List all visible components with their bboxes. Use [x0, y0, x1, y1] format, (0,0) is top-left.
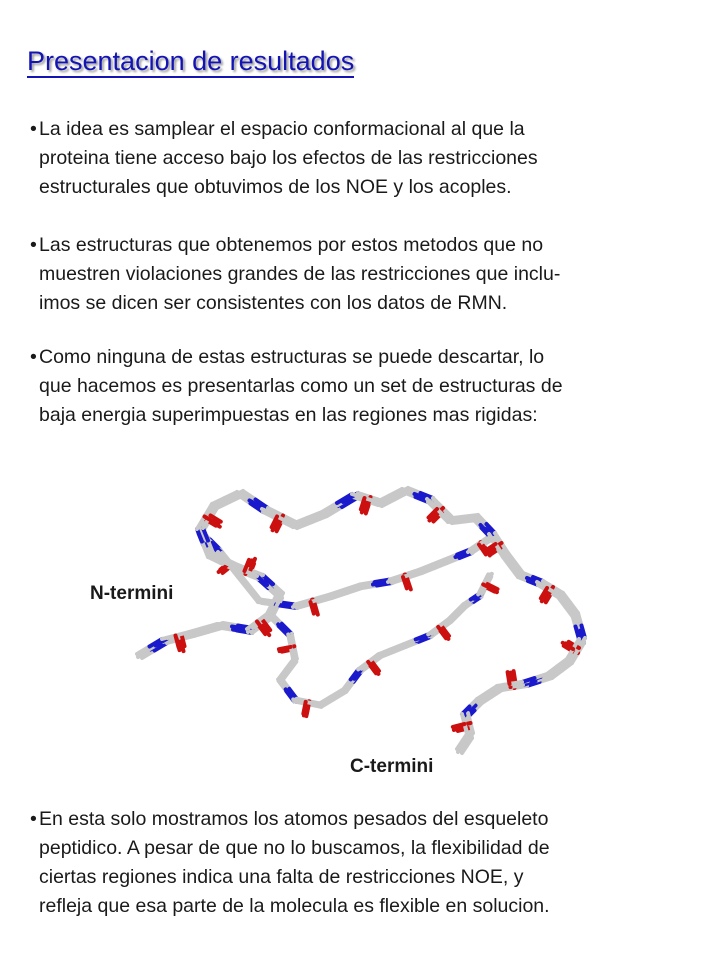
- backbone-bond: [358, 585, 373, 588]
- backbone-bond: [453, 724, 465, 727]
- bullet-2-line-3: imos se dicen ser consistentes con los datos de RMN.: [39, 292, 508, 314]
- protein-ensemble-figure: [120, 455, 620, 765]
- bullet-4-line-2: peptidico. A pesar de que no lo buscamos, la flexibilidad de: [39, 837, 550, 859]
- bullet-dot-icon: •: [30, 346, 37, 368]
- slide-title: Presentacion de resultados: [27, 46, 355, 76]
- bullet-3-line-2: que hacemos es presentarlas como un set de estructuras de: [39, 375, 563, 397]
- backbone-bond: [279, 647, 291, 649]
- bullet-2-line-1: Las estructuras que obtenemos por estos metodos que no: [39, 234, 544, 256]
- backbone-bond: [217, 624, 232, 627]
- n-termini-label: N-termini: [90, 583, 174, 604]
- bullet-4-line-3: ciertas regiones indica una falta de restricciones NOE, y: [39, 866, 524, 888]
- bullet-1-line-3: estructurales que obtuvimos de los NOE y los acoples.: [39, 176, 512, 198]
- bullet-2-line-2: muestren violaciones grandes de las restricciones que inclu-: [39, 263, 561, 285]
- bullet-1-line-1: La idea es samplear el espacio conformacional al que la: [39, 118, 525, 140]
- backbone-bond: [232, 627, 247, 630]
- bullet-dot-icon: •: [30, 234, 37, 256]
- bullet-paragraph-1: [30, 115, 720, 202]
- backbone-bond: [303, 702, 305, 714]
- bullet-1-line-2: proteina tiene acceso bajo los efectos de las restricciones: [39, 147, 538, 169]
- bullet-3-line-3: baja energia superimpuestas en las regiones mas rigidas:: [39, 404, 538, 426]
- backbone-ensemble: [137, 488, 585, 753]
- bullet-dot-icon: •: [30, 118, 37, 140]
- bullet-4-line-1: En esta solo mostramos los atomos pesados del esqueleto: [39, 808, 549, 830]
- bullet-paragraph-2: [30, 231, 720, 318]
- c-termini-label: C-termini: [350, 756, 434, 777]
- bullet-dot-icon: •: [30, 808, 37, 830]
- bullet-paragraph-3: [30, 343, 720, 430]
- bullet-3-line-1: Como ninguna de estas estructuras se puede descartar, lo: [39, 346, 545, 368]
- bullet-4-line-4: refleja que esa parte de la molecula es flexible en solucion.: [39, 895, 550, 917]
- backbone-bond: [508, 672, 510, 684]
- bullet-paragraph-4: [30, 805, 720, 921]
- backbone-bond: [373, 582, 388, 585]
